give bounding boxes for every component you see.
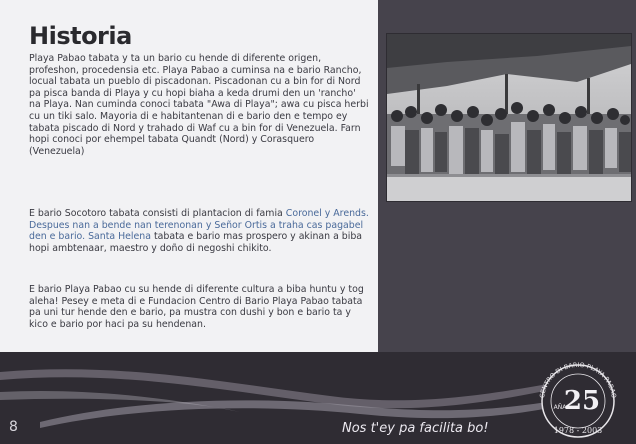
page-number: 8	[9, 419, 18, 435]
crowd-under-tent-photo	[386, 33, 632, 202]
emblem-sub: AÑA	[553, 404, 567, 411]
paragraph-3-text: E bario Playa Pabao cu su hende di diferente cultura a biba huntu y tog aleha! Pesey e meta di e Fundacion Centro di Bario Playa Pabao tabata pa uni tur hende den e bario, pa mustra con dushi y bon e bario ta y kico e bario por haci pa su hendenan.	[29, 284, 364, 330]
paragraph-3	[29, 284, 369, 330]
slogan: Nos t'ey pa facilita bo!	[342, 421, 489, 436]
paragraph-2-text-a: E bario Socotoro tabata consisti di plantacion di famia	[29, 208, 286, 219]
emblem-number: 25	[563, 386, 601, 416]
paragraph-1	[29, 53, 369, 157]
page-title: Historia	[29, 22, 132, 50]
paragraph-2-text-b: tabata e bario mas prospero y akinan a biba hopi ambtenaar, maestro y doño di negoshi chikito.	[29, 231, 363, 254]
paragraph-2	[29, 208, 369, 254]
emblem-years: 1978 - 2003	[553, 426, 603, 435]
paragraph-2-highlight: Coronel y Arends. Despues nan a bende nan terenonan y Señor Ortis a traha cas pagabel den e bario. Santa Helena	[29, 208, 369, 243]
emblem-ring-text: CENTRO DI BARIO PLAYA PABAO	[539, 361, 617, 399]
paragraph-1-text: Playa Pabao tabata y ta un bario cu hende di diferente origen, profeshon, procedensia etc. Playa Pabao a cuminsa na e bario Rancho, locual tabata un pueblo di piscadonan. Piscadonan cu a bin for di Nord pa pisca banda di Playa y cu hopi biaha a keda drumi den un 'rancho' na Playa. Nan cuminda conoci tabata "Awa di Playa"; awa cu pisca herbi cu un tiki salo. Mayoria di e habitantenan di e bario den e tempo ey tabata piscado di Nord y trahado di Waf cu a bin for di Venezuela. Farn hopi conoci por ehempel tabata Quandt (Nord) y Corasquero (Venezuela)	[29, 53, 369, 157]
anniversary-emblem-icon	[532, 357, 624, 439]
